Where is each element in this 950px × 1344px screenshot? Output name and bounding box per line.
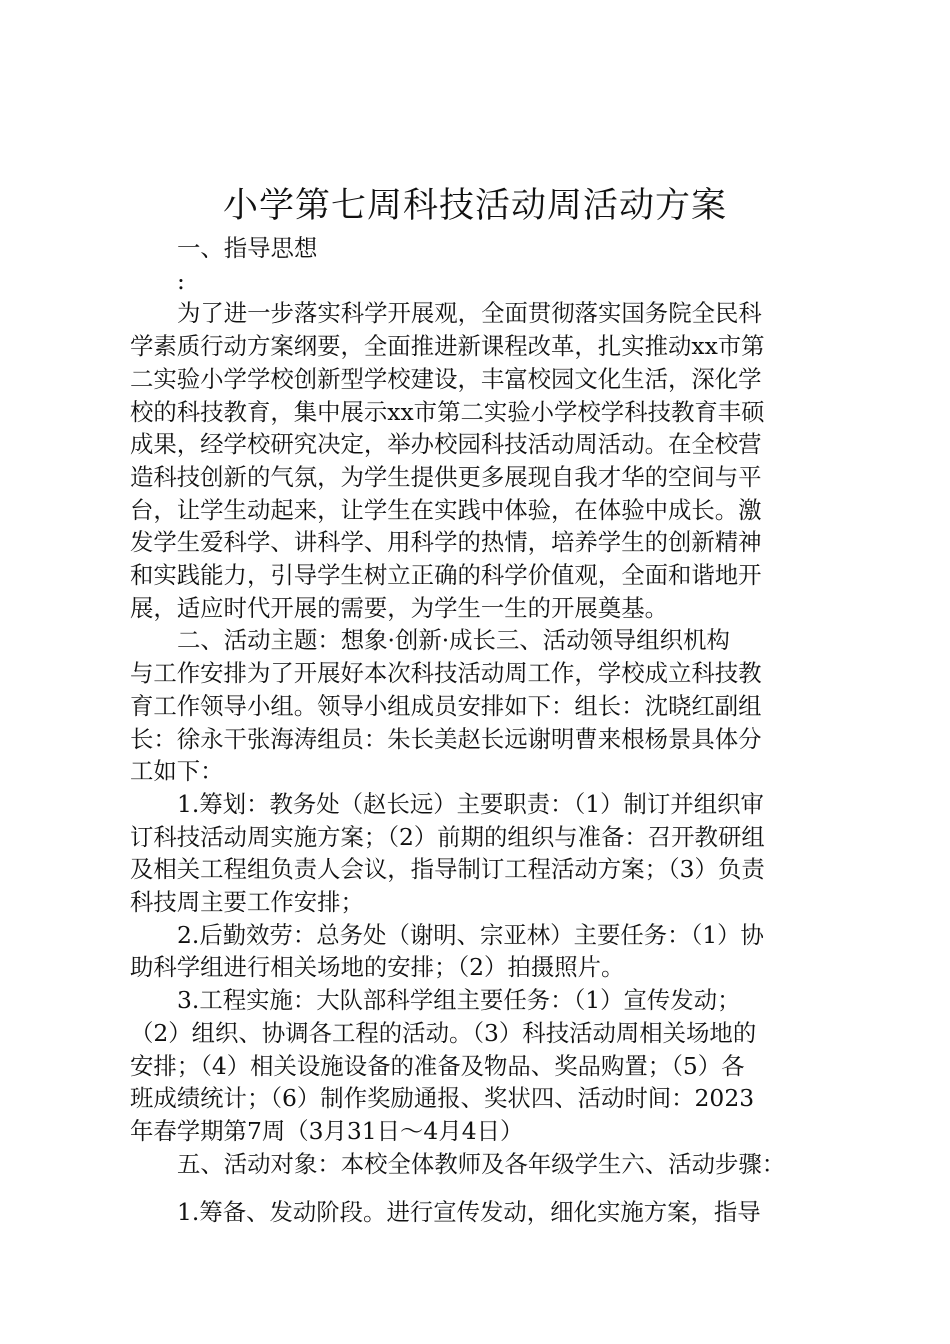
paragraph-line: 校的科技教育，集中展示xx市第二实验小学校学科技教育丰硕 xyxy=(130,397,765,426)
paragraph-line: 班成绩统计；（6）制作奖励通报、奖状四、活动时间：2023 xyxy=(130,1084,755,1113)
stray-colon: : xyxy=(177,266,185,295)
paragraph-line: 造科技创新的气氛，为学生提供更多展现自我才华的空间与平 xyxy=(130,462,762,491)
paragraph-line: 及相关工程组负责人会议，指导制订工程活动方案；（3）负责 xyxy=(130,855,765,884)
paragraph-line: 订科技活动周实施方案；（2）前期的组织与准备：召开教研组 xyxy=(130,822,765,851)
paragraph-line: 二实验小学学校创新型学校建设，丰富校园文化生活，深化学 xyxy=(130,364,762,393)
paragraph-line: 科技周主要工作安排； xyxy=(130,888,364,917)
paragraph-line: 与工作安排为了开展好本次科技活动周工作，学校成立科技教 xyxy=(130,659,762,688)
paragraph-line: 助科学组进行相关场地的安排；（2）拍摄照片。 xyxy=(130,953,625,982)
paragraph-line: 成果，经学校研究决定，举办校园科技活动周活动。在全校营 xyxy=(130,430,762,459)
section-heading-guiding-thought: 一、指导思想 xyxy=(177,234,318,262)
list-item-planning: 1.筹划：教务处（赵长远）主要职责：（1）制订并组织审 xyxy=(177,789,764,818)
paragraph-line: 工如下： xyxy=(130,757,224,786)
paragraph-line: （2）组织、协调各工程的活动。（3）科技活动周相关场地的 xyxy=(130,1018,757,1047)
paragraph-line: 和实践能力，引导学生树立正确的科学价值观，全面和谐地开 xyxy=(130,561,762,590)
paragraph-line: 发学生爱科学、讲科学、用科学的热情，培养学生的创新精神 xyxy=(130,528,762,557)
paragraph-line: 学素质行动方案纲要，全面推进新课程改革，扎实推动xx市第 xyxy=(130,332,765,361)
list-item-preparation: 1.筹备、发动阶段。进行宣传发动，细化实施方案，指导 xyxy=(177,1198,761,1227)
list-item-logistics: 2.后勤效劳：总务处（谢明、宗亚林）主要任务：（1）协 xyxy=(177,920,764,949)
paragraph-line: 年春学期第7周（3月31日～4月4日） xyxy=(130,1116,524,1145)
paragraph-line: 为了进一步落实科学开展观，全面贯彻落实国务院全民科 xyxy=(177,299,762,328)
paragraph-line: 展，适应时代开展的需要，为学生一生的开展奠基。 xyxy=(130,593,668,622)
paragraph-line: 安排；（4）相关设施设备的准备及物品、奖品购置；（5）各 xyxy=(130,1051,745,1080)
paragraph-line: 育工作领导小组。领导小组成员安排如下：组长：沈晓红副组 xyxy=(130,691,762,720)
paragraph-line: 台，让学生动起来，让学生在实践中体验，在体验中成长。激 xyxy=(130,495,762,524)
list-item-implementation: 3.工程实施：大队部科学组主要任务：（1）宣传发动； xyxy=(177,986,741,1015)
document-title: 小学第七周科技活动周活动方案 xyxy=(222,186,727,226)
section-heading-activity-theme: 二、活动主题：想象·创新·成长三、活动领导组织机构 xyxy=(177,626,730,655)
paragraph-line: 长：徐永干张海涛组员：朱长美赵长远谢明曹来根杨景具体分 xyxy=(130,724,762,753)
document-body xyxy=(130,232,830,1229)
section-heading-activity-target: 五、活动对象：本校全体教师及各年级学生六、活动步骤： xyxy=(177,1149,786,1178)
